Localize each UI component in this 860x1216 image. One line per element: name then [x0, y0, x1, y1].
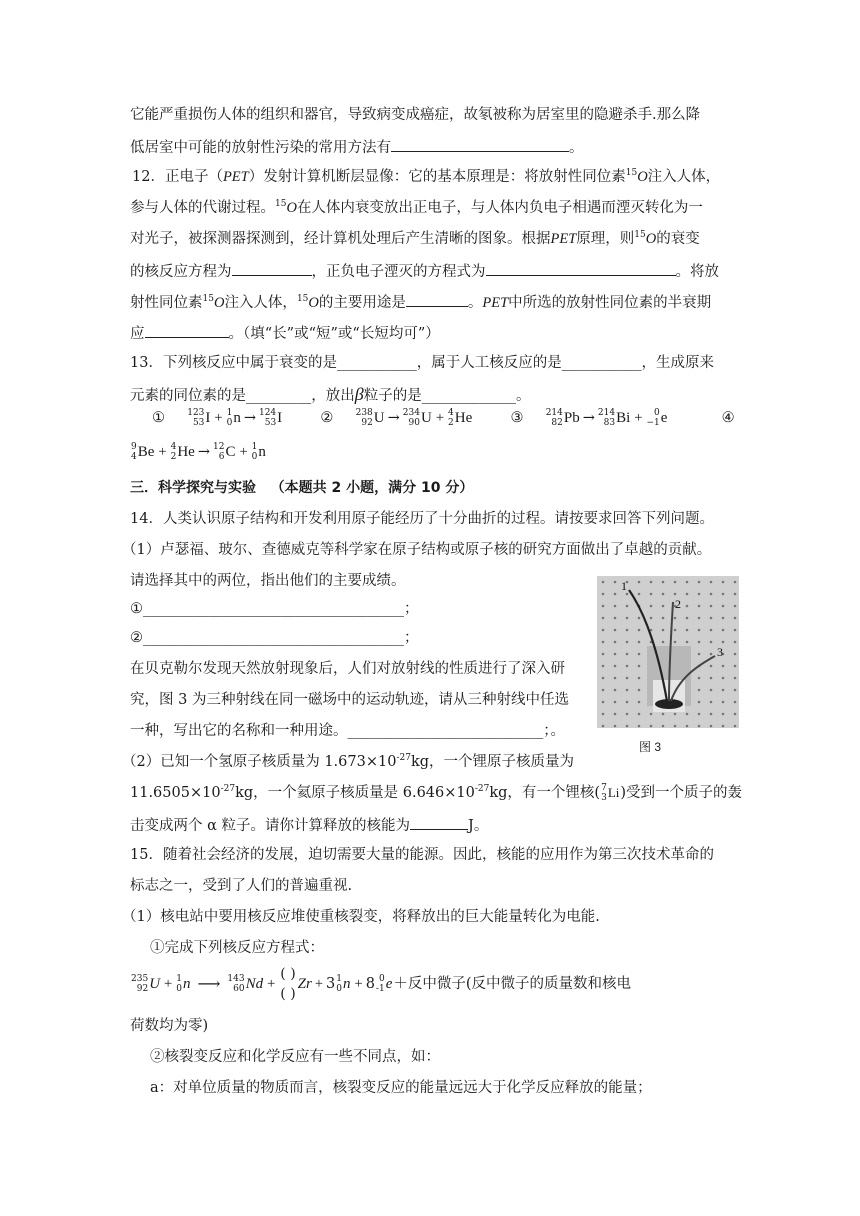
- mass-number: 124: [258, 408, 277, 418]
- nuclide: [227, 974, 263, 994]
- answer-blank[interactable]: [406, 291, 468, 307]
- atomic-number: 0: [251, 452, 258, 462]
- choice-marker: ②: [130, 630, 143, 646]
- oxygen-symbol: O: [645, 231, 657, 247]
- pet-term: PET: [222, 169, 249, 185]
- text: 元素的同位素的是: [130, 388, 246, 404]
- element-symbol: n: [258, 444, 266, 460]
- mass-number: 4: [448, 408, 454, 418]
- element-symbol: e: [385, 976, 393, 992]
- nuclide: [252, 442, 266, 462]
- q15-line-7: ②核裂变反应和化学反应有一些不同点，如：: [150, 1049, 440, 1065]
- atomic-number: 0: [336, 984, 342, 994]
- q14-line-7: 究，图 3 为三种射线在同一磁场中的运动轨迹，请从三种射线中任选: [130, 692, 569, 708]
- element-symbol: Pb: [563, 410, 580, 426]
- section-note: （本题共 2 小题，满分 10 分）: [270, 480, 474, 496]
- text-line: [130, 136, 584, 158]
- q12-line-2: [130, 198, 703, 218]
- atomic-number: 92: [361, 418, 373, 428]
- atomic-number: 92: [136, 984, 149, 994]
- mass-number: 1: [251, 442, 258, 452]
- text: 击变成两个 α 粒子。请你计算释放的核能为: [130, 818, 411, 834]
- text: 原理，则: [576, 231, 635, 247]
- element-symbol: Nd: [245, 976, 264, 992]
- text: )受到一个质子的轰: [620, 785, 743, 801]
- atomic-number: 2: [448, 418, 454, 428]
- nuclide: [171, 442, 195, 462]
- mass-number: 15: [296, 294, 309, 305]
- text: ；: [404, 601, 419, 617]
- atomic-number: 53: [264, 418, 277, 428]
- coefficient: 8: [365, 976, 375, 992]
- mass-number: 235: [131, 974, 149, 984]
- q14-line-8: [130, 721, 565, 741]
- mass-number: 9: [131, 442, 137, 452]
- mass-number: 0: [378, 974, 385, 984]
- mass-number: 234: [402, 408, 420, 418]
- nuclide: [403, 408, 432, 428]
- answer-blank[interactable]: _____________: [421, 388, 516, 404]
- nuclide: [448, 408, 472, 428]
- element-symbol: n: [343, 976, 351, 992]
- choice-marker: ④: [721, 410, 735, 426]
- text: 11.6505×10: [130, 785, 221, 801]
- track-label-3: 3: [717, 645, 723, 659]
- element-symbol: n: [182, 976, 191, 992]
- nuclide: [187, 408, 210, 428]
- text: 注入人体，: [647, 169, 721, 185]
- exponent: -27: [220, 784, 236, 795]
- text: ，属于人工核反应的是: [416, 355, 562, 371]
- text: 12．正电子（: [132, 169, 223, 185]
- arrow-icon: →: [197, 444, 210, 460]
- q14-answer-1: [130, 599, 419, 619]
- q14-line-1: 14．人类认识原子结构和开发利用原子能经历了十分曲折的过程。请按要求回答下列问题。: [130, 511, 714, 527]
- answer-blank[interactable]: ___________________________: [347, 723, 544, 739]
- nuclide: [376, 974, 392, 994]
- answer-blank[interactable]: ___________: [561, 355, 642, 371]
- mass-number: 4: [170, 442, 177, 452]
- section-title: 三．科学探究与实验: [130, 480, 256, 496]
- text: 射性同位素: [130, 295, 203, 311]
- mass-number: 1: [226, 408, 233, 418]
- atomic-number: 3: [601, 793, 607, 803]
- text: （2）已知一个氢原子核质量为 1.673×10: [122, 754, 397, 770]
- arrow-icon: →: [387, 410, 400, 426]
- nuclide: [646, 408, 667, 428]
- element-symbol: Zr: [297, 976, 312, 992]
- atomic-number: 0: [176, 984, 182, 994]
- nuclide: [131, 974, 160, 994]
- text: 一种，写出它的名称和一种用途。: [130, 723, 348, 739]
- atomic-number: 60: [233, 984, 245, 994]
- atomic-number: 53: [192, 418, 205, 428]
- text: ）发射计算机断层显像：它的基本原理是：将放射性同位素: [248, 169, 626, 185]
- text: 。（填“长”或“短”或“长短均可”）: [228, 326, 440, 342]
- answer-blank[interactable]: ____________________________________: [143, 601, 404, 617]
- element-symbol: I: [277, 410, 283, 426]
- q15-line-6: 荷数均为零): [130, 1018, 209, 1034]
- arrow-icon: ⟶: [197, 974, 221, 993]
- fission-equation: 235 92 U + 1 0 n ⟶ 143 60 Nd + ( ) ( ) Zr + 3 1 0 n + 8 0 -1 e ＋反中微子(反中微子的质量数和核电: [131, 966, 632, 1002]
- pet-term: PET: [550, 231, 577, 247]
- atomic-number: 83: [603, 418, 616, 428]
- text: 13．下列核反应中属于衰变的是: [130, 355, 337, 371]
- nuclide: [259, 408, 282, 428]
- text: 在人体内衰变放出正电子，与人体内负电子相遇而湮灭转化为一: [296, 200, 703, 216]
- text: kg，一个锂原子核质量为: [410, 754, 575, 770]
- mass-number: 123: [187, 408, 205, 418]
- atomic-number: 2: [170, 452, 177, 462]
- text: 的核反应方程为: [130, 264, 232, 280]
- atomic-number: 82: [551, 418, 563, 428]
- text: 对光子，被探测器探测到，经计算机处理后产生清晰的图象。根据: [130, 231, 551, 247]
- nuclide: [131, 442, 154, 462]
- text: kg，一个氦原子核质量是 6.646×10: [235, 785, 475, 801]
- text: ，生成原来: [641, 355, 714, 371]
- oxygen-symbol: O: [637, 169, 648, 185]
- q12-line-6: [130, 322, 440, 344]
- q15-line-4: ①完成下列核反应方程式：: [150, 940, 324, 956]
- text: 注入人体，: [224, 295, 297, 311]
- q12-line-3: [130, 229, 700, 249]
- choice-marker: ③: [510, 410, 524, 426]
- q13-line-2: [130, 384, 530, 406]
- q12-line-1: [132, 167, 720, 187]
- element-symbol: Li: [607, 785, 620, 800]
- answer-blank[interactable]: ___________: [336, 355, 417, 371]
- nuclide: [356, 408, 385, 428]
- mass-number: 143: [227, 974, 245, 984]
- figure-caption: 图 3: [639, 740, 662, 754]
- answer-blank[interactable]: [145, 322, 229, 338]
- answer-blank[interactable]: [486, 260, 676, 276]
- q13-line-1: [130, 353, 714, 373]
- mass-number: 214: [545, 408, 563, 418]
- reaction-row-2: 9 4 Be + 4 2 He → 12 6 C + 1 0 n: [131, 442, 266, 462]
- text: kg，有一个锂核(: [489, 785, 601, 801]
- q14-answer-2: [130, 628, 419, 648]
- q14-line-10: [130, 783, 742, 803]
- track-label-2: 2: [675, 597, 681, 611]
- q15-line-2: 标志之一，受到了人们的普遍重视.: [130, 878, 353, 894]
- track-label-1: 1: [621, 579, 627, 593]
- element-symbol: He: [454, 410, 473, 426]
- q14-line-9: [122, 752, 574, 772]
- mass-number: 12: [212, 442, 225, 452]
- q15-line-3: （1）核电站中要用核反应堆使重核裂变，将释放出的巨大能量转化为电能.: [122, 909, 600, 925]
- text: 粒子的是: [363, 388, 422, 404]
- text: ，正负电子湮灭的方程式为: [311, 264, 486, 280]
- mass-number: 1: [176, 974, 182, 984]
- element-symbol: U: [373, 410, 385, 426]
- mass-number: 0: [653, 408, 660, 418]
- nuclide: [601, 783, 619, 803]
- answer-blank[interactable]: [232, 260, 312, 276]
- arrow-icon: →: [243, 410, 256, 426]
- atomic-number: 90: [408, 418, 420, 428]
- exponent: -27: [474, 784, 490, 795]
- element-symbol: U: [149, 976, 161, 992]
- text: 。: [515, 388, 531, 404]
- choice-marker: ①: [152, 410, 165, 426]
- choice-marker: ①: [130, 601, 143, 617]
- nuclide: [213, 442, 235, 462]
- element-symbol: e: [660, 410, 668, 426]
- q12-line-5: [130, 291, 711, 313]
- charge-blank[interactable]: ( ): [280, 986, 296, 1002]
- nuclide: [227, 408, 241, 428]
- text: 的衰变: [656, 231, 700, 247]
- text: 参与人体的代谢过程。: [130, 200, 275, 216]
- arrow-icon: →: [582, 410, 595, 426]
- element-symbol: Bi: [616, 410, 631, 426]
- oxygen-symbol: O: [308, 295, 319, 311]
- q15-line-1: 15．随着社会经济的发展，迫切需要大量的能源。因此，核能的应用作为第三次技术革命的: [130, 847, 714, 863]
- q14-line-6: 在贝克勒尔发现天然放射现象后，人们对放射线的性质进行了深入研: [130, 661, 565, 677]
- mass-number: 214: [597, 408, 616, 418]
- nuclide: [336, 974, 350, 994]
- mass-number: 15: [625, 168, 638, 179]
- oxygen-symbol: O: [213, 295, 225, 311]
- answer-blank[interactable]: _________: [246, 388, 312, 404]
- text: 。将放: [675, 264, 719, 280]
- atomic-number: 6: [218, 452, 225, 462]
- text: 应: [130, 326, 145, 342]
- element-symbol: He: [177, 444, 195, 460]
- pet-term: PET: [482, 295, 509, 311]
- mass-number: 15: [202, 294, 214, 305]
- text: 的主要用途是: [318, 295, 406, 311]
- element-symbol: Be: [137, 444, 155, 460]
- mass-number: 7: [601, 783, 607, 793]
- figure-3-photo: [597, 576, 739, 728]
- atomic-number: 4: [131, 452, 137, 462]
- mass-number: 238: [355, 408, 373, 418]
- element-symbol: I: [205, 410, 211, 426]
- text-line: 它能严重损伤人体的组织和器官，导致病变成癌症，故氡被称为居室里的隐避杀手.那么降: [130, 107, 701, 123]
- nuclide: [546, 408, 580, 428]
- text: J。: [468, 818, 489, 834]
- reaction-row: ① 123 53 I + 1 0 n → 124 53 I ② 238 92 U → 234 90 U + 4 2 He ③ 214 82 Pb → 214 83 Bi + 0 −1 e ④: [152, 408, 735, 428]
- mass-blank[interactable]: ( ): [280, 966, 296, 982]
- q14-line-11: [130, 814, 488, 836]
- exponent: -27: [396, 753, 411, 764]
- element-symbol: C: [225, 444, 236, 460]
- element-symbol: n: [233, 410, 241, 426]
- text: ；。: [543, 723, 565, 739]
- mass-number: 1: [336, 974, 342, 984]
- q12-line-4: [130, 260, 719, 282]
- text: 。: [467, 295, 483, 311]
- nuclide: [598, 408, 630, 428]
- mass-number: 15: [634, 230, 646, 241]
- q15-line-8: a：对单位质量的物质而言，核裂变反应的能量远远大于化学反应释放的能量；: [150, 1080, 652, 1096]
- radiation-tracks-image: [597, 576, 739, 728]
- answer-blank[interactable]: ____________________________________: [143, 630, 404, 646]
- text: 。: [569, 140, 584, 156]
- atomic-number: 0: [226, 418, 233, 428]
- atomic-number: −1: [646, 418, 660, 428]
- blank-parentheses[interactable]: [280, 964, 295, 1004]
- text: 中所选的放射性同位素的半衰期: [508, 295, 712, 311]
- text: ＋反中微子(反中微子的质量数和核电: [393, 976, 632, 992]
- section-heading: [130, 478, 473, 498]
- answer-blank[interactable]: [391, 136, 569, 152]
- beta-symbol: β: [354, 384, 364, 404]
- element-symbol: U: [420, 410, 432, 426]
- oxygen-symbol: O: [286, 200, 297, 216]
- q14-line-3: 请选择其中的两位，指出他们的主要成绩。: [130, 573, 406, 589]
- answer-blank[interactable]: [410, 814, 468, 830]
- text: 低居室中可能的放射性污染的常用方法有: [130, 140, 391, 156]
- text: ；: [404, 630, 419, 646]
- q14-line-2: （1）卢瑟福、玻尔、查德威克等科学家在原子结构或原子核的研究方面做出了卓越的贡献。: [122, 542, 712, 558]
- choice-marker: ②: [320, 410, 334, 426]
- coefficient: 3: [326, 976, 336, 992]
- mass-number: 15: [275, 199, 287, 210]
- atomic-number: -1: [375, 984, 385, 994]
- nuclide: [176, 974, 190, 994]
- text: ，放出: [311, 388, 355, 404]
